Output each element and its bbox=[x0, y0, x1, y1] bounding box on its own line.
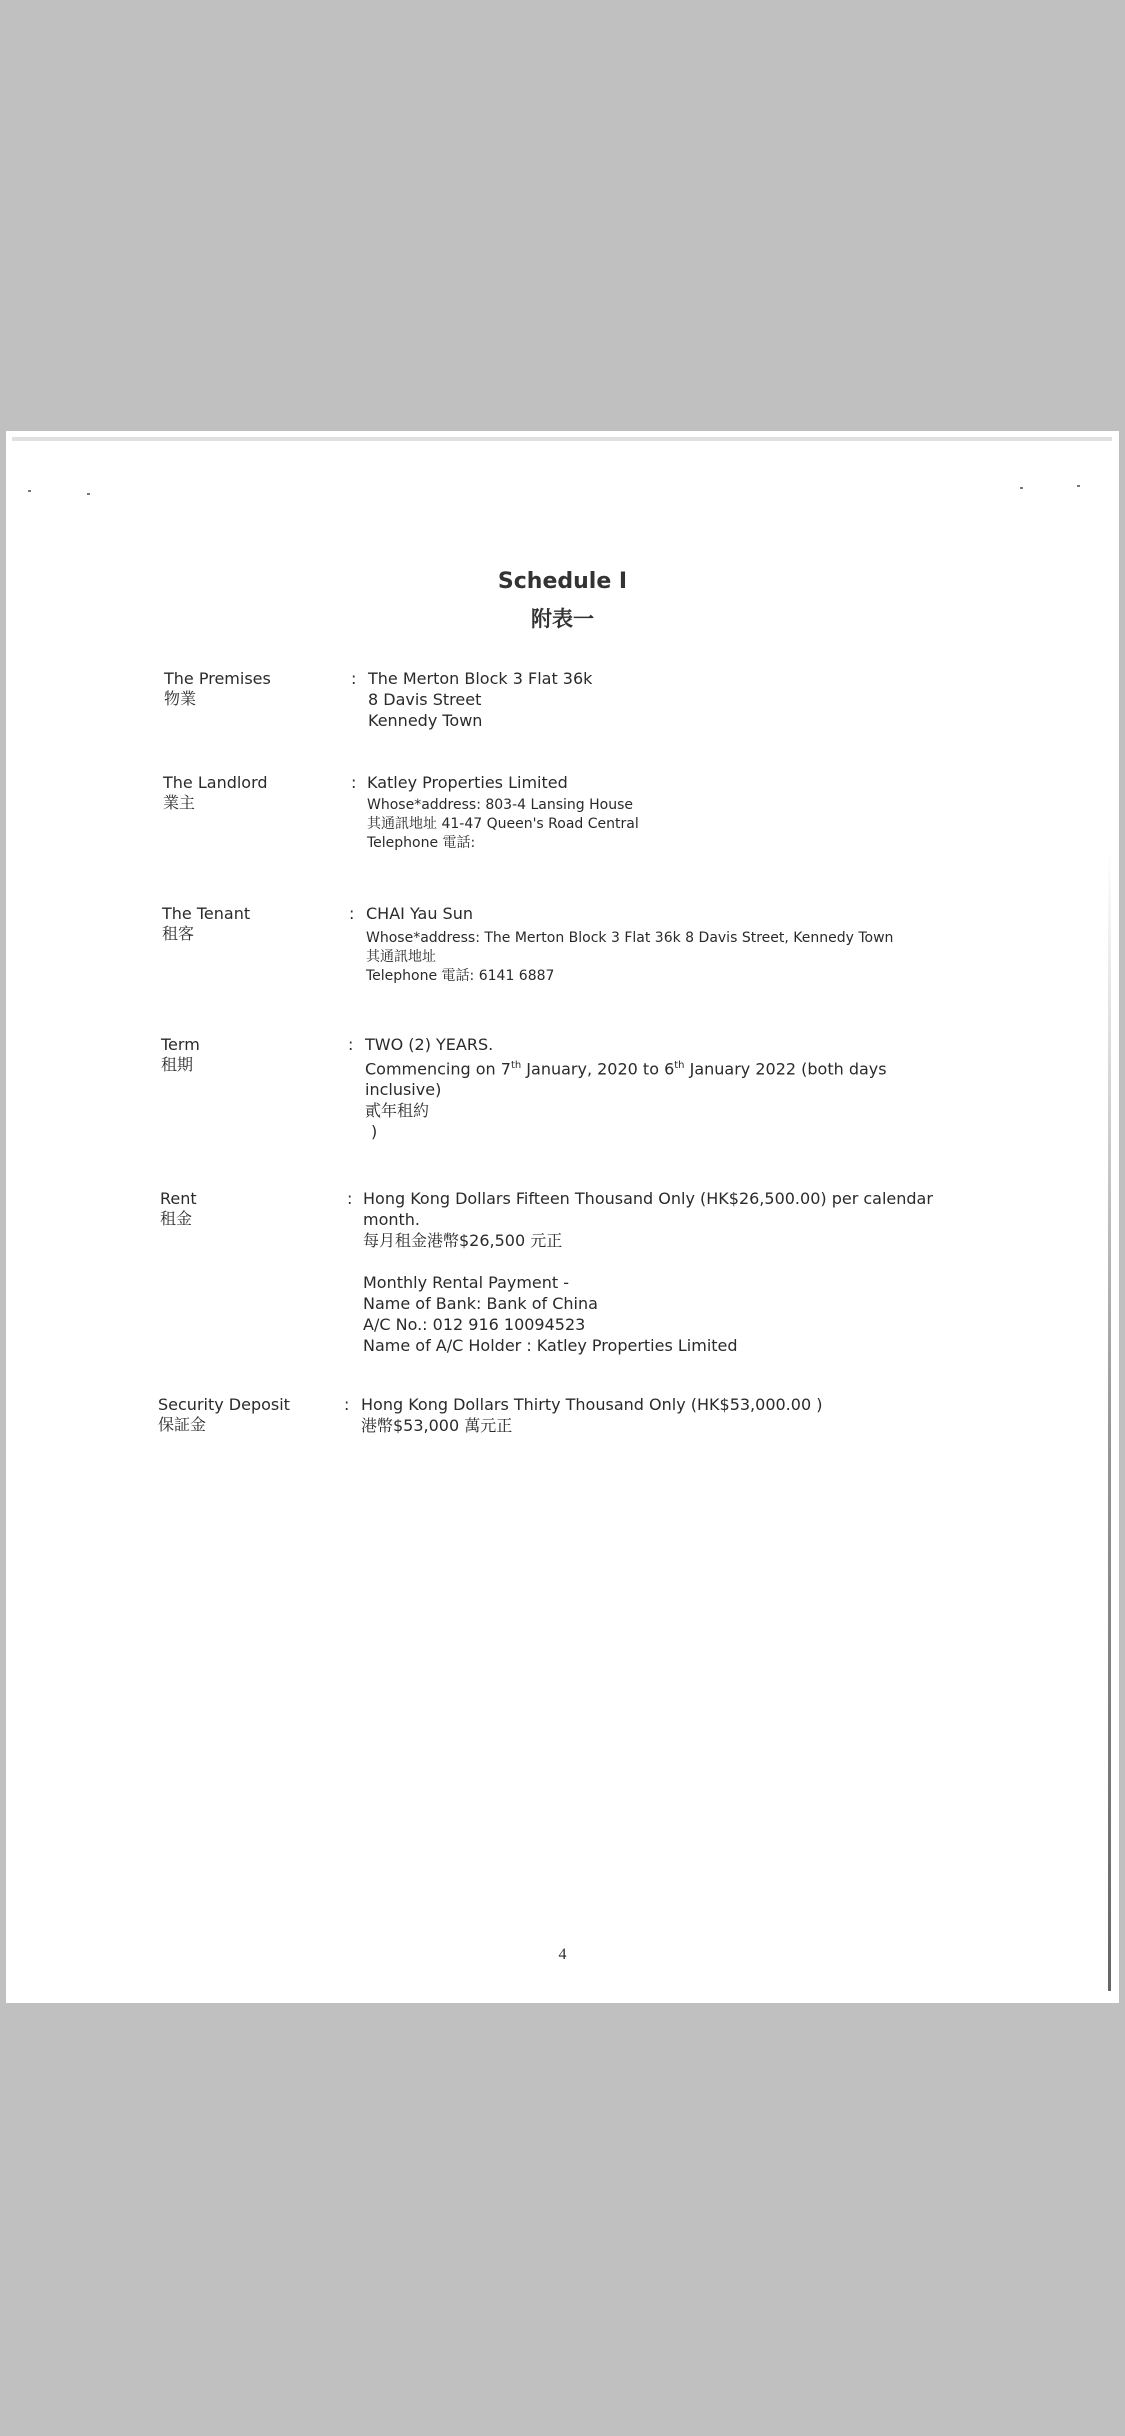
scan-speck bbox=[1077, 485, 1080, 487]
value-line: Hong Kong Dollars Fifteen Thousand Only (HK$26,500.00) per calendar bbox=[363, 1189, 933, 1208]
label-en: Term bbox=[161, 1035, 200, 1054]
colon: : bbox=[347, 1189, 353, 1208]
label-en: Rent bbox=[160, 1189, 197, 1208]
label-zh: 租客 bbox=[162, 924, 195, 943]
value-line: Telephone 電話: bbox=[367, 835, 476, 851]
scan-shadow bbox=[1108, 851, 1111, 1991]
label-zh: 保証金 bbox=[158, 1415, 207, 1434]
document-page bbox=[6, 431, 1119, 2003]
value-line: 其通訊地址 41-47 Queen's Road Central bbox=[367, 816, 639, 832]
value-line: Hong Kong Dollars Thirty Thousand Only (HK$53,000.00 ) bbox=[361, 1395, 823, 1414]
deposit-value bbox=[361, 1394, 822, 1436]
label-zh: 租金 bbox=[160, 1209, 193, 1228]
value-line: ) bbox=[371, 1122, 378, 1142]
scan-edge bbox=[12, 437, 1112, 441]
landlord-name: Katley Properties Limited bbox=[367, 773, 568, 792]
value-line: A/C No.: 012 916 10094523 bbox=[363, 1315, 586, 1334]
value-line: Name of Bank: Bank of China bbox=[363, 1294, 598, 1313]
tenant-name: CHAI Yau Sun bbox=[366, 904, 473, 923]
label-zh: 業主 bbox=[163, 793, 196, 812]
colon: : bbox=[349, 904, 355, 923]
value-line: 8 Davis Street bbox=[368, 690, 482, 709]
scan-speck bbox=[1020, 487, 1023, 489]
rent-label bbox=[160, 1189, 197, 1229]
tenant-value bbox=[366, 903, 893, 986]
deposit-label bbox=[158, 1395, 290, 1435]
value-line: The Merton Block 3 Flat 36k bbox=[368, 669, 593, 688]
rent-value bbox=[363, 1188, 933, 1356]
value-line: Monthly Rental Payment - bbox=[363, 1273, 570, 1292]
premises-label bbox=[164, 669, 271, 709]
value-line: Whose*address: 803-4 Lansing House bbox=[367, 797, 634, 813]
premises-value bbox=[368, 668, 592, 731]
scan-speck bbox=[28, 490, 31, 492]
landlord-label bbox=[163, 773, 268, 813]
label-en: The Landlord bbox=[163, 773, 268, 792]
label-en: Security Deposit bbox=[158, 1395, 290, 1414]
label-zh: 物業 bbox=[164, 689, 197, 708]
schedule-subtitle: 附表一 bbox=[531, 607, 594, 631]
colon: : bbox=[348, 1035, 354, 1054]
value-line: 每月租金港幣$26,500 元正 bbox=[363, 1231, 563, 1250]
commencement-line: Commencing on 7th January, 2020 to 6th January 2022 (both days bbox=[365, 1059, 887, 1079]
label-zh: 租期 bbox=[161, 1055, 194, 1074]
value-line: inclusive) bbox=[365, 1080, 442, 1100]
term-value bbox=[365, 1034, 887, 1142]
value-line: 港幣$53,000 萬元正 bbox=[361, 1416, 513, 1435]
value-line: Kennedy Town bbox=[368, 711, 483, 730]
colon: : bbox=[351, 669, 357, 688]
tenant-label bbox=[162, 904, 250, 944]
value-line: 其通訊地址 bbox=[366, 949, 436, 965]
colon: : bbox=[351, 773, 357, 792]
label-en: The Premises bbox=[164, 669, 271, 688]
value-line: month. bbox=[363, 1210, 421, 1229]
colon: : bbox=[344, 1395, 350, 1414]
page-number: 4 bbox=[558, 1946, 567, 1963]
value-line: TWO (2) YEARS. bbox=[365, 1035, 494, 1054]
label-en: The Tenant bbox=[162, 904, 251, 923]
value-line: 貳年租約 bbox=[365, 1101, 430, 1121]
value-line: Name of A/C Holder : Katley Properties Limited bbox=[363, 1336, 738, 1355]
term-label bbox=[161, 1035, 200, 1075]
schedule-title: Schedule I bbox=[497, 569, 628, 594]
scan-speck bbox=[87, 493, 90, 495]
landlord-value bbox=[367, 772, 639, 853]
value-line: Whose*address: The Merton Block 3 Flat 36k 8 Davis Street, Kennedy Town bbox=[366, 930, 894, 946]
value-line: Telephone 電話: 6141 6887 bbox=[366, 968, 555, 984]
